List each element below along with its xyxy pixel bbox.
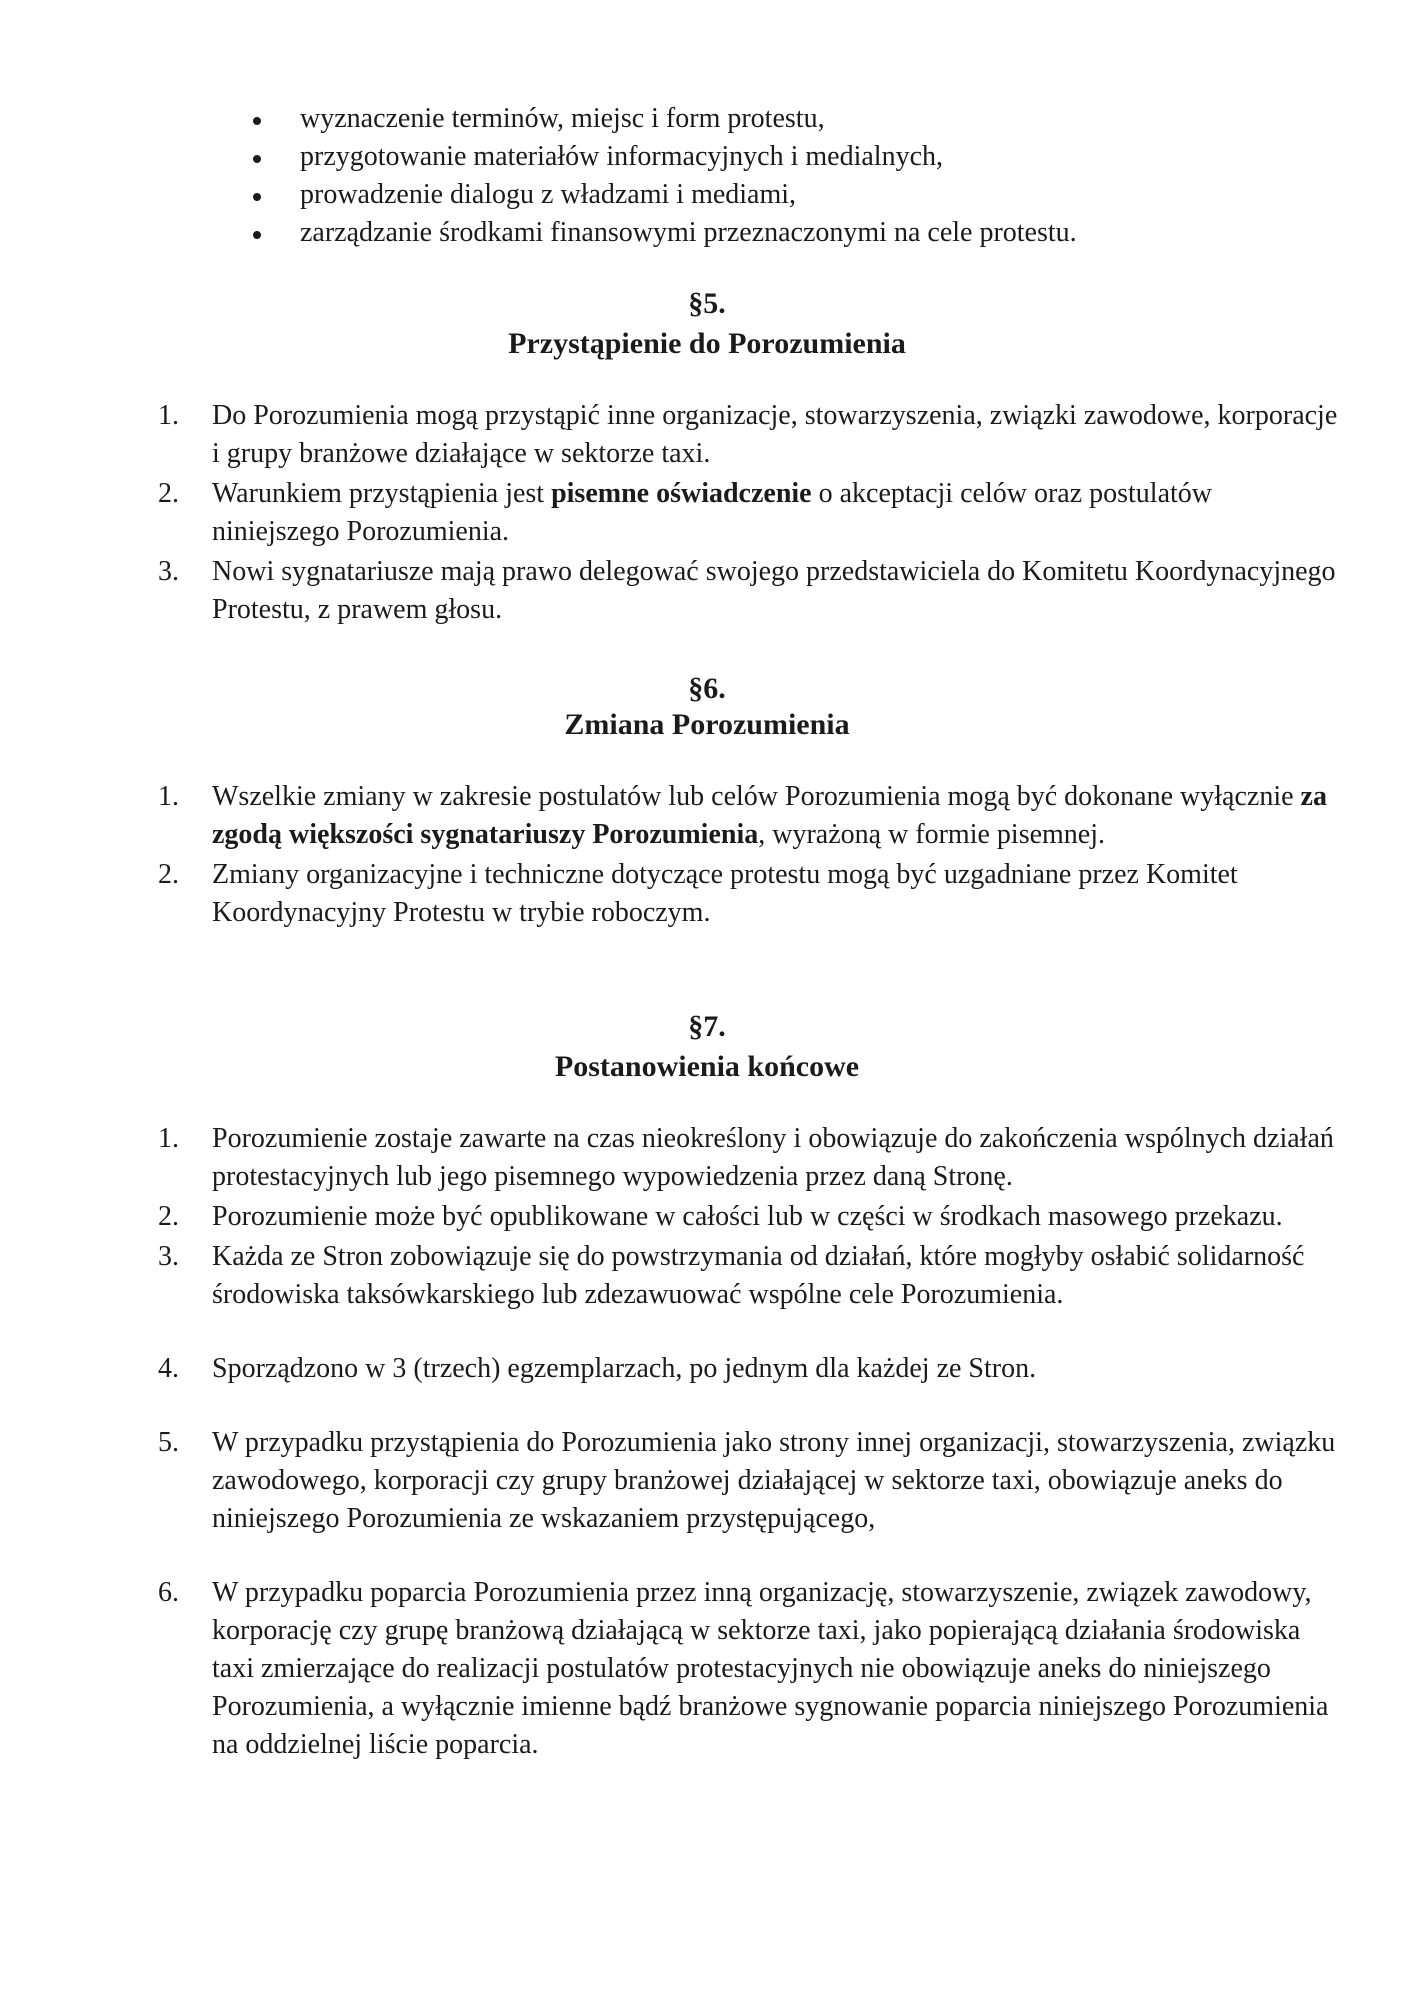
section-5-title: Przystąpienie do Porozumienia bbox=[508, 327, 906, 360]
item-number: 1. bbox=[158, 1123, 179, 1154]
item-number: 2. bbox=[158, 859, 179, 890]
section-6-number: §6. bbox=[688, 672, 726, 705]
section-6-title: Zmiana Porozumienia bbox=[564, 708, 850, 741]
item-text: Sporządzono w 3 (trzech) egzemplarzach, po jednym dla każdej ze Stron. bbox=[212, 1353, 1037, 1384]
item-number: 3. bbox=[158, 556, 179, 587]
item-text: W przypadku przystąpienia do Porozumienia jako strony innej organizacji, stowarzyszenia, związku zawodowego, korporacji czy grupy branżowej działającej w sektorze taxi, obowiązuje aneks do niniejszego Porozumienia ze wskazaniem przystępującego, bbox=[212, 1427, 1336, 1534]
item-text: Każda ze Stron zobowiązuje się do powstrzymania od działań, które mogłyby osłabić solidarność środowiska taksówkarskiego lub zdezawuować wspólne cele Porozumienia. bbox=[212, 1241, 1305, 1310]
list-item bbox=[158, 778, 1342, 854]
item-text-pre: Wszelkie zmiany w zakresie postulatów lub celów Porozumienia mogą być dokonane wyłącznie bbox=[212, 781, 1301, 812]
item-text: W przypadku poparcia Porozumienia przez inną organizację, stowarzyszenie, związek zawodowy, korporację czy grupę branżową działającą w sektorze taxi, jako popierającą działania środowiska taxi zmierzające do realizacji postulatów protestacyjnych nie obowiązuje aneks do niniejszego Porozumienia, a wyłącznie imienne bądź branżowe sygnowanie poparcia niniejszego Porozumienia na oddzielnej liście poparcia. bbox=[212, 1577, 1329, 1760]
list-item bbox=[158, 1238, 1342, 1314]
list-item bbox=[158, 553, 1342, 629]
section-5-number: §5. bbox=[688, 287, 726, 320]
section-5-list bbox=[158, 397, 1342, 629]
list-item bbox=[158, 1350, 1342, 1388]
item-text-pre: Warunkiem przystąpienia jest bbox=[212, 478, 552, 509]
list-item bbox=[158, 856, 1342, 932]
list-item bbox=[158, 1424, 1342, 1538]
section-6-list bbox=[158, 778, 1342, 932]
item-number: 1. bbox=[158, 400, 179, 431]
section-7-list bbox=[158, 1120, 1342, 1764]
item-number: 5. bbox=[158, 1427, 179, 1458]
item-text: Porozumienie może być opublikowane w całości lub w części w środkach masowego przekazu. bbox=[212, 1201, 1283, 1232]
item-number: 2. bbox=[158, 1201, 179, 1232]
item-text: Nowi sygnatariusze mają prawo delegować swojego przedstawiciela do Komitetu Koordynacyjnego Protestu, z prawem głosu. bbox=[212, 556, 1336, 625]
item-text-bold: za zgodą większości sygnatariuszy Porozumienia bbox=[212, 781, 1327, 850]
section-7-number: §7. bbox=[688, 1010, 726, 1043]
item-text-bold: pisemne oświadczenie bbox=[551, 478, 812, 509]
bullet-item: wyznaczenie terminów, miejsc i form protestu, bbox=[300, 100, 1300, 138]
item-text: Zmiany organizacyjne i techniczne dotyczące protestu mogą być uzgadniane przez Komitet Koordynacyjny Protestu w trybie roboczym. bbox=[212, 859, 1238, 928]
item-number: 1. bbox=[158, 781, 179, 812]
list-item bbox=[158, 397, 1342, 473]
item-text-post: o akceptacji celów oraz postulatów niniejszego Porozumienia. bbox=[212, 478, 1213, 547]
list-item bbox=[158, 1574, 1342, 1764]
item-text: Do Porozumienia mogą przystąpić inne organizacje, stowarzyszenia, związki zawodowe, korporacje i grupy branżowe działające w sektorze taxi. bbox=[212, 400, 1338, 469]
section-7-title: Postanowienia końcowe bbox=[554, 1050, 860, 1083]
item-text: Porozumienie zostaje zawarte na czas nieokreślony i obowiązuje do zakończenia wspólnych działań protestacyjnych lub jego pisemnego wypowiedzenia przez daną Stronę. bbox=[212, 1123, 1334, 1192]
item-number: 6. bbox=[158, 1577, 179, 1608]
item-number: 3. bbox=[158, 1241, 179, 1272]
bullet-item: prowadzenie dialogu z władzami i mediami, bbox=[300, 176, 1300, 214]
bullet-item: przygotowanie materiałów informacyjnych i medialnych, bbox=[300, 138, 1300, 176]
list-item bbox=[158, 1120, 1342, 1196]
item-text-post: , wyrażoną w formie pisemnej. bbox=[758, 819, 1106, 850]
list-item bbox=[158, 475, 1342, 551]
bullet-list bbox=[300, 100, 1300, 252]
bullet-item: zarządzanie środkami finansowymi przeznaczonymi na cele protestu. bbox=[300, 214, 1300, 252]
item-number: 4. bbox=[158, 1353, 179, 1384]
list-item bbox=[158, 1198, 1342, 1236]
item-number: 2. bbox=[158, 478, 179, 509]
